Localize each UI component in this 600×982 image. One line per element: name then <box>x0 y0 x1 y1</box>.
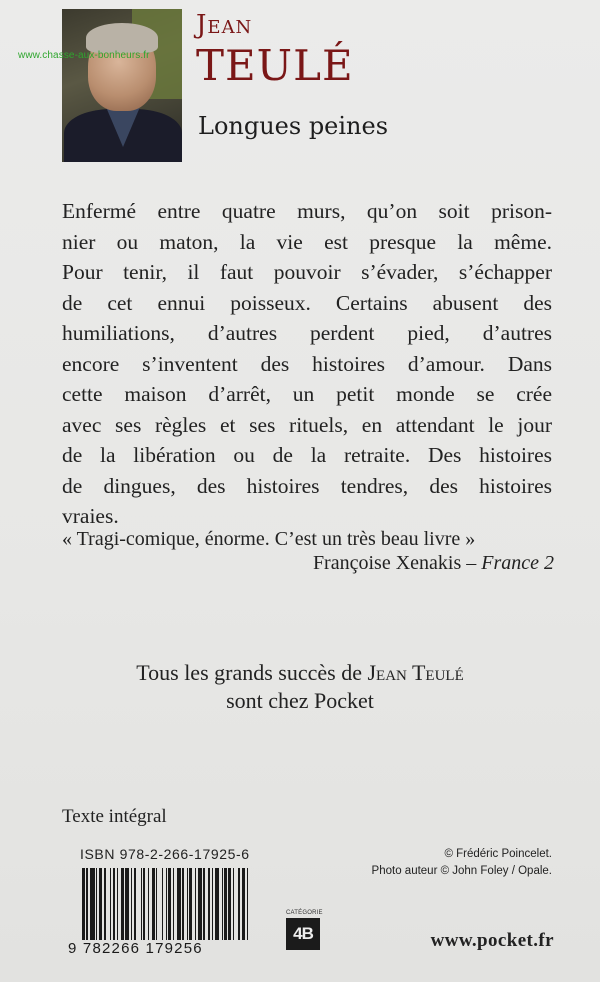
author-photo <box>62 9 182 162</box>
category-code: 4B <box>286 918 320 950</box>
blurb-line: avec ses règles et ses rituels, en attendant le jour <box>62 412 552 437</box>
publisher-website[interactable]: www.pocket.fr <box>430 930 554 951</box>
pocket-promo-line1 <box>0 660 600 686</box>
review-attribution <box>313 552 554 575</box>
blurb-line: de cet ennui poisseux. Certains abusent des <box>62 290 552 315</box>
book-title: Longues peines <box>198 112 389 140</box>
pocket-promo-author: Jean Teulé <box>367 660 464 685</box>
review-author: Françoise Xenakis <box>312 552 462 574</box>
blurb-line: Enfermé entre quatre murs, qu’on soit prison- <box>62 199 552 223</box>
category-label: CATÉGORIE <box>286 910 323 916</box>
author-first-name: Jean <box>196 10 253 40</box>
isbn-number: ISBN 978-2-266-17925-6 <box>80 846 250 862</box>
blurb-line: encore s’inventent des histoires d’amour. Dans <box>62 351 552 376</box>
blurb-paragraph <box>62 196 552 532</box>
review-source: France 2 <box>481 552 554 574</box>
review-separator: – <box>461 552 482 574</box>
blurb-line: cette maison d’arrêt, un petit monde se crée <box>62 382 552 406</box>
blurb-line: nier ou maton, la vie est presque la même. <box>62 229 552 254</box>
pocket-promo-prefix: Tous les grands succès de <box>136 660 368 685</box>
barcode-digits: 9 782266 179256 <box>68 940 203 957</box>
author-last-name: TEULÉ <box>196 41 354 90</box>
credit-line: © Frédéric Poincelet. <box>444 848 552 860</box>
blurb-line: Pour tenir, il faut pouvoir s’évader, s’échapper <box>62 260 552 284</box>
photo-credits <box>372 846 552 880</box>
pocket-promo-line2: sont chez Pocket <box>226 688 374 713</box>
blurb-line: de dingues, des histoires tendres, des histoires <box>62 473 552 498</box>
blurb-line: vraies. <box>62 504 119 528</box>
review-quote: « Tragi-comique, énorme. C’est un très beau livre » <box>62 528 476 550</box>
texte-integral-label: Texte intégral <box>62 806 167 827</box>
watermark-link[interactable]: www.chasse-aux-bonheurs.fr <box>18 50 150 61</box>
barcode <box>82 868 250 940</box>
credit-line: Photo auteur © John Foley / Opale. <box>371 865 552 877</box>
blurb-line: de la libération ou de la retraite. Des histoires <box>62 443 552 467</box>
blurb-line: humiliations, d’autres perdent pied, d’autres <box>62 321 552 345</box>
category-badge <box>286 910 322 956</box>
